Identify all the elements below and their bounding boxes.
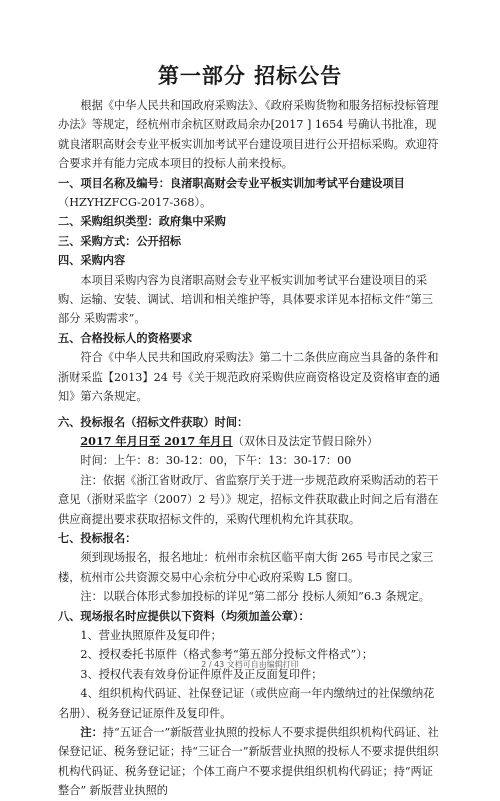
section-8-item: 3、授权代表有效身份证件原件及正反面复印件； — [80, 667, 323, 681]
section-6-date-note: （双休日及法定节假日除外） — [232, 434, 379, 448]
section-6-heading: 六、投标报名（招标文件获取）时间： — [58, 414, 249, 429]
section-8-note-label: 注： — [80, 725, 103, 739]
section-8-item: 4、组织机构代码证、社保登记证（或供应商一年内缴纳过的社保缴纳花名册）、税务登记证原件及复印件。 — [58, 687, 435, 720]
intro-paragraph: 根据《中华人民共和国政府采购法》、《政府采购货物和服务招标投标管理办法》等规定，经杭州市余杭区财政局余办[2017 ] 1654 号确认书批准，现就良渚职高财会专业平板实训加考试平台建设项目进行公开招标采购。欢迎符合要求并有能力完成本项目的投标人前来投标。 — [58, 99, 439, 171]
document-body — [58, 96, 442, 801]
section-4-heading: 四、采购内容 — [58, 253, 126, 268]
section-8-item: 2、授权委托书原件（格式参考“第五部分投标文件格式”）； — [80, 648, 374, 662]
section-7-text: 须到现场报名，报名地址：杭州市余杭区临平南大街 265 号市民之家三楼，杭州市公共资源交易中心余杭分中心政府采购 L5 窗口。 — [58, 551, 434, 584]
section-7-heading: 七、投标报名： — [58, 530, 137, 545]
page-footer: 2 / 43 文档可自由编辑打印 — [201, 660, 299, 669]
section-5-text: 符合《中华人民共和国政府采购法》第二十二条供应商应当具备的条件和浙财采监【2013】24 号《关于规范政府采购供应商资格设定及资格审查的通知》第六条规定。 — [58, 351, 440, 404]
section-8-note-text: 持“五证合一”新版营业执照的投标人不要求提供组织机构代码证、社保登记证、税务登记证；持“三证合一”新版营业执照的投标人不要求提供组织机构代码证、税务登记证；个体工商户不要求提供组织机构代码证；持“两证整合” 新版营业执照的 — [58, 726, 439, 798]
section-2-heading: 二、采购组织类型：政府集中采购 — [58, 214, 226, 229]
section-4-text: 本项目采购内容为良渚职高财会专业平板实训加考试平台建设项目的采购、运输、安装、调试、培训和相关维护等，具体要求详见本招标文件“第三部分 采购需求”。 — [58, 273, 433, 326]
section-6-time: 时间：上午：8：30-12：00，下午：13：30-17：00 — [80, 454, 352, 468]
section-8-heading: 八、现场报名时应提供以下资料（均须加盖公章）： — [58, 608, 310, 623]
section-1-heading: 一、项目名称及编号：良渚职高财会专业平板实训加考试平台建设项目 — [58, 175, 405, 190]
section-8-item: 1、营业执照原件及复印件； — [80, 628, 222, 642]
page-title: 第一部分 招标公告 — [157, 63, 343, 88]
section-6-date-line — [58, 432, 442, 451]
section-6-date-range: 2017 年月日至 2017 年月日 — [80, 433, 233, 448]
section-3-heading: 三、采购方式：公开招标 — [58, 233, 182, 248]
section-8-note — [58, 723, 442, 801]
section-5-heading: 五、合格投标人的资格要求 — [58, 330, 193, 345]
section-6-note: 注：依据《浙江省财政厅、省监察厅关于进一步规范政府采购活动的若干意见（浙财采监字（2007）2 号）》规定，招标文件获取截止时间之后有潜在供应商提出要求获取招标文件的，采购代理机构允许其获取。 — [58, 473, 439, 526]
section-7-note: 注：以联合体形式参加投标的详见“第二部分 投标人须知”6.3 条规定。 — [80, 590, 430, 604]
section-1-code: （HZYHZFCG-2017-368）。 — [58, 196, 212, 210]
